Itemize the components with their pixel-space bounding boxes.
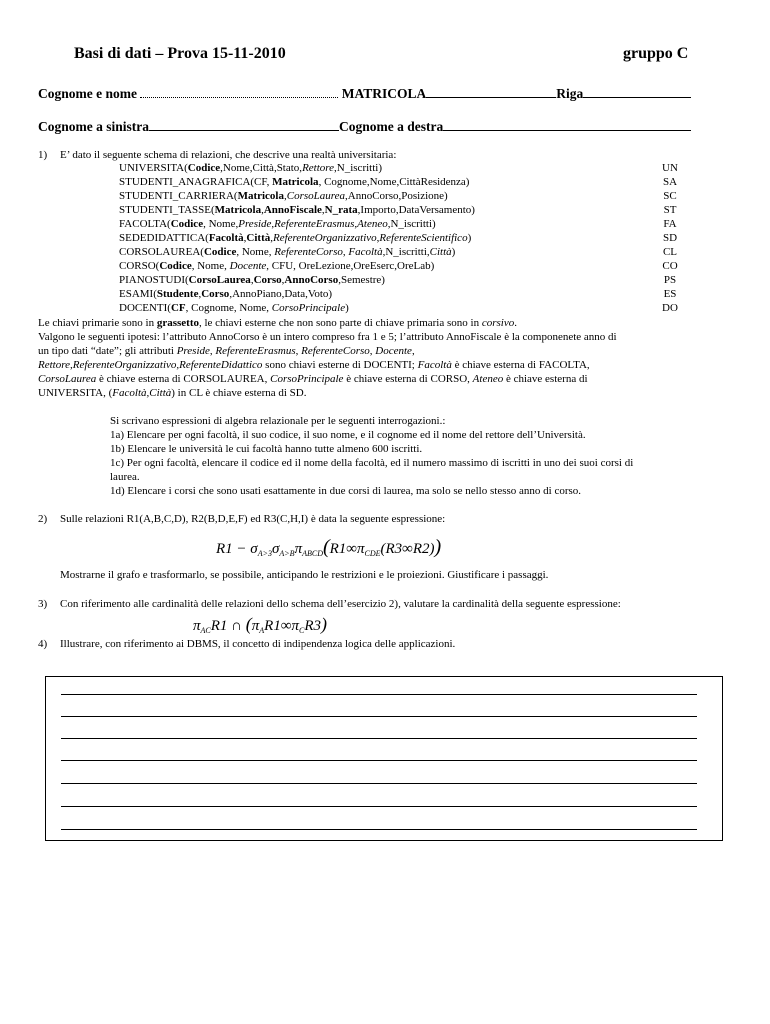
- abbr-co: CO: [662, 260, 678, 272]
- left-neighbor-label: Cognome a sinistra: [38, 119, 149, 134]
- q3-number: 3): [38, 598, 48, 610]
- name-field[interactable]: [140, 84, 338, 98]
- q2-number: 2): [38, 513, 48, 525]
- answer-line[interactable]: [61, 829, 697, 830]
- q4-text: Illustrare, con riferimento ai DBMS, il concetto di indipendenza logica delle applicazioni.: [60, 638, 456, 650]
- hypotheses: Valgono le seguenti ipotesi: l’attributo AnnoCorso è un intero compreso fra 1 e 5; l’attributo AnnoFiscale è la componenete anno di un tipo dati “date”; gli attributi Preside, ReferenteErasmus, ReferenteCorso, Docente, Rettore,ReferenteOrganizzativo,ReferenteDidattico sono chiavi esterne di DOCENTI; Facoltà è chiave esterna di FACOLTA, CorsoLaurea è chiave esterna di CORSOLAUREA, CorsoPrincipale è chiave esterna di CORSO, Ateneo è chiave esterna di UNIVERSITA, (Facoltà,Città) in CL è chiave esterna di SD.: [38, 331, 617, 399]
- q1-number: 1): [38, 149, 48, 161]
- matricola-label: MATRICOLA: [341, 86, 427, 101]
- answer-line[interactable]: [61, 760, 697, 761]
- schema-docenti: DOCENTI(CF, Cognome, Nome, CorsoPrincipale): [119, 302, 349, 314]
- q2-instructions: Mostrarne il grafo e trasformarlo, se possibile, anticipando le restrizioni e le proiezioni. Giustificare i passaggi.: [60, 569, 549, 581]
- q3-text: Con riferimento alle cardinalità delle relazioni dello schema dell’esercizio 2), valutare la cardinalità della seguente espressione:: [60, 598, 621, 610]
- group-label: gruppo C: [623, 45, 689, 62]
- query-1c-cont: laurea.: [110, 471, 140, 483]
- query-1d: 1d) Elencare i corsi che sono usati esattamente in due corsi di laurea, ma solo se nello stesso anno di corso.: [110, 485, 582, 497]
- neighbors-row: [38, 117, 691, 135]
- abbr-sc: SC: [663, 190, 677, 202]
- left-neighbor-field[interactable]: [149, 117, 339, 131]
- matricola-field[interactable]: [426, 84, 556, 98]
- answer-line[interactable]: [61, 694, 697, 695]
- abbr-ps: PS: [663, 274, 677, 286]
- schema-sededidattica: SEDEDIDATTICA(Facoltà,Città,ReferenteOrganizzativo,ReferenteScientifico): [119, 232, 472, 244]
- right-neighbor-field[interactable]: [443, 117, 691, 131]
- q1-intro: E’ dato il seguente schema di relazioni, che descrive una realtà universitaria:: [60, 149, 397, 161]
- name-row: [38, 84, 691, 102]
- q4-number: 4): [38, 638, 48, 650]
- schema-studenti-tasse: STUDENTI_TASSE(Matricola,AnnoFiscale,N_rata,Importo,DataVersamento): [119, 204, 475, 216]
- schema-pianostudi: PIANOSTUDI(CorsoLaurea,Corso,AnnoCorso,Semestre): [119, 274, 385, 286]
- abbr-st: ST: [663, 204, 677, 216]
- keys-note: Le chiavi primarie sono in grassetto, le chiavi esterne che non sono parte di chiave primaria sono in corsivo.: [38, 317, 517, 329]
- abbr-sd: SD: [662, 232, 678, 244]
- schema-facolta: FACOLTA(Codice, Nome,Preside,ReferenteErasmus,Ateneo,N_iscritti): [119, 218, 436, 230]
- right-neighbor-label: Cognome a destra: [339, 119, 444, 134]
- query-1a: 1a) Elencare per ogni facoltà, il suo codice, il suo nome, e il cognome ed il nome del rettore dell’Università.: [110, 429, 586, 441]
- answer-box[interactable]: [45, 676, 723, 841]
- schema-studenti-anagrafica: STUDENTI_ANAGRAFICA(CF, Matricola, Cognome,Nome,CittàResidenza): [119, 176, 470, 188]
- q3-formula: $\pi_{AC}R1$ ∩ $(\pi_AR1\infty\pi_CR3)$: [193, 614, 328, 635]
- schema-corsolaurea: CORSOLAUREA(Codice, Nome, ReferenteCorso, Facoltà,N_iscritti,Città): [119, 246, 456, 258]
- abbr-sa: SA: [662, 176, 678, 188]
- abbr-fa: FA: [663, 218, 677, 230]
- queries-intro: Si scrivano espressioni di algebra relazionale per le seguenti interrogazioni.:: [110, 415, 446, 427]
- abbr-do: DO: [662, 302, 678, 314]
- schema-studenti-carriera: STUDENTI_CARRIERA(Matricola,CorsoLaurea,AnnoCorso,Posizione): [119, 190, 448, 202]
- abbr-es: ES: [663, 288, 677, 300]
- q2-formula: $R1 - \sigma_{A>3}\sigma_{A>B}\pi_{ABCD}(R1\infty\pi_{CDE}(R3\infty R2))$: [216, 536, 442, 558]
- riga-field[interactable]: [583, 84, 691, 98]
- q2-text: Sulle relazioni R1(A,B,C,D), R2(B,D,E,F) ed R3(C,H,I) è data la seguente espressione:: [60, 513, 446, 525]
- name-label: Cognome e nome: [38, 86, 137, 101]
- query-1b: 1b) Elencare le università le cui facoltà hanno tutte almeno 600 iscritti.: [110, 443, 423, 455]
- page-title: Basi di dati – Prova 15-11-2010: [74, 45, 286, 62]
- answer-line[interactable]: [61, 716, 697, 717]
- schema-universita: UNIVERSITA(Codice,Nome,Città,Stato,Rettore,N_iscritti): [119, 162, 382, 174]
- schema-corso: CORSO(Codice, Nome, Docente, CFU, OreLezione,OreEserc,OreLab): [119, 260, 435, 272]
- answer-line[interactable]: [61, 738, 697, 739]
- answer-line[interactable]: [61, 783, 697, 784]
- riga-label: Riga: [556, 86, 584, 101]
- query-1c: 1c) Per ogni facoltà, elencare il codice ed il nome della facoltà, ed il numero massimo di iscritti in uno dei suoi corsi di: [110, 457, 634, 469]
- abbr-un: UN: [662, 162, 678, 174]
- answer-line[interactable]: [61, 806, 697, 807]
- abbr-cl: CL: [662, 246, 678, 258]
- schema-esami: ESAMI(Studente,Corso,AnnoPiano,Data,Voto): [119, 288, 333, 300]
